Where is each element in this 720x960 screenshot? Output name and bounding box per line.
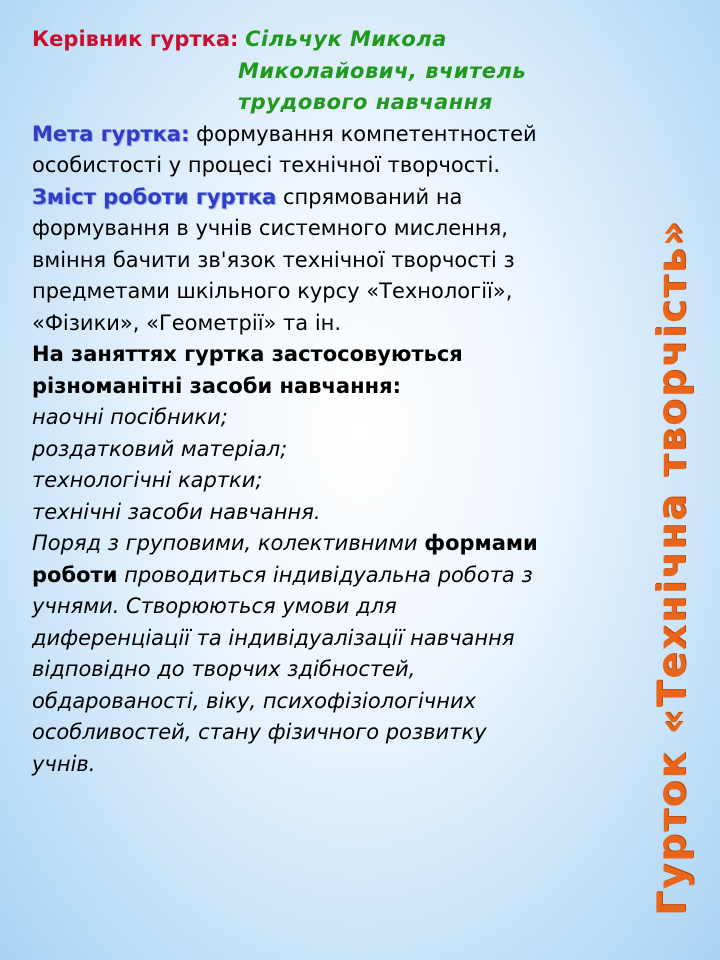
- goal-line: [32, 119, 632, 151]
- forms-line: учнями. Створюються умови для: [32, 594, 397, 618]
- slide-content: [32, 24, 632, 780]
- leader-line-2: [32, 56, 632, 88]
- forms-line: відповідно до творчих здібностей,: [32, 657, 416, 681]
- forms-line-2: [32, 560, 632, 592]
- means-heading-1: На заняттях гуртка застосовуються: [32, 342, 463, 366]
- content-line-4: предметами шкільного курсу «Технології»,: [32, 279, 513, 303]
- means-item: технічні засоби навчання.: [32, 499, 321, 524]
- leader-label: Керівник гуртка:: [32, 27, 239, 51]
- content-text: спрямований на: [282, 184, 463, 209]
- leader-patronymic: Миколайович, вчитель: [238, 58, 527, 83]
- goal-label: Мета гуртка:: [32, 121, 190, 146]
- content-line-2: формування в учнів системного мислення,: [32, 216, 508, 240]
- content-line: [32, 182, 632, 214]
- means-heading-2: різноманітні засоби навчання:: [32, 373, 401, 398]
- content-line-3: вміння бачити зв'язок технічної творчості з: [32, 247, 515, 272]
- content-line-5: «Фізики», «Геометрії» та ін.: [32, 310, 342, 335]
- forms-text: Поряд з груповими, колективними: [32, 531, 418, 555]
- goal-text: формування компетентностей: [196, 121, 537, 146]
- forms-line: обдарованості, віку, психофізіологічних: [32, 688, 477, 713]
- means-item: наочні посібники;: [32, 405, 228, 429]
- leader-position: трудового навчання: [238, 90, 493, 114]
- leader-line: [32, 24, 632, 56]
- leader-line-3: [32, 87, 632, 119]
- forms-text-2: проводиться індивідуальна робота з: [124, 562, 533, 587]
- content-label: Зміст роботи гуртка: [32, 184, 277, 209]
- goal-line-2: особистості у процесі технічної творчості.: [32, 153, 501, 177]
- side-title: Гурток «Технічна творчість»: [650, 219, 695, 916]
- forms-line-1: [32, 528, 632, 560]
- forms-line: особливостей, стану фізичного розвитку: [32, 720, 487, 744]
- forms-bold-2: роботи: [32, 562, 118, 587]
- forms-line: диференціації та індивідуалізації навчання: [32, 625, 515, 650]
- forms-bold: формами: [424, 531, 538, 555]
- means-item: роздатковий матеріал;: [32, 436, 288, 461]
- leader-name: Сільчук Микола: [245, 27, 447, 51]
- forms-line: учнів.: [32, 751, 96, 776]
- means-item: технологічні картки;: [32, 468, 263, 492]
